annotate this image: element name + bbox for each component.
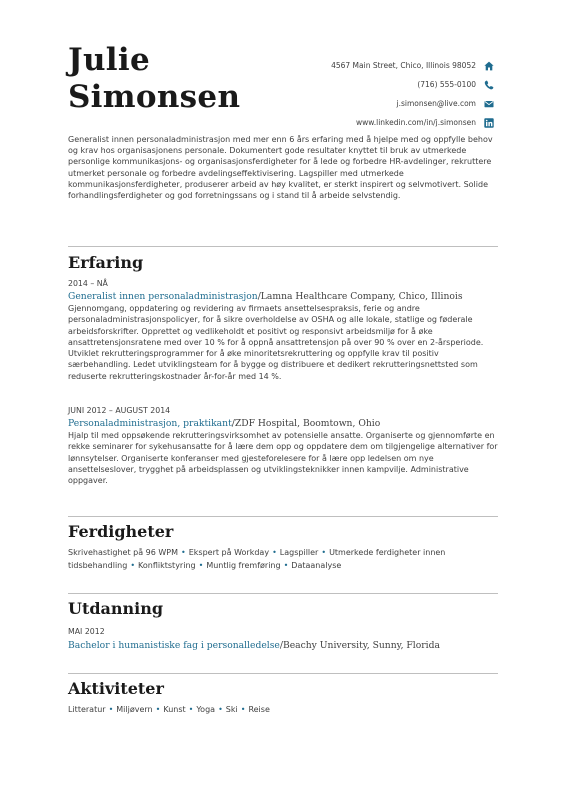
skill-item: Skrivehastighet på 96 WPM	[68, 548, 179, 557]
skills-line-1	[68, 546, 500, 559]
job-title-line	[68, 291, 508, 303]
skill-item: Utmerkede ferdigheter innen	[329, 548, 446, 557]
first-name: Julie	[68, 42, 150, 78]
activities-list	[68, 703, 500, 716]
divider-experience	[68, 246, 498, 247]
degree-title: Bachelor i humanistiske fag i personalledelse	[68, 640, 280, 651]
bullet-dot: •	[130, 561, 136, 570]
bullet-dot: •	[108, 705, 114, 714]
bullet-dot: •	[272, 548, 277, 557]
candidate-name	[68, 42, 240, 116]
skill-item: tidsbehandling	[68, 561, 128, 570]
bullet-dot: •	[198, 561, 204, 570]
skill-item: Ekspert på Workday	[188, 548, 270, 557]
job-title: Personaladministrasjon, praktikant	[68, 418, 232, 429]
job-company: /Lamna Healthcare Company, Chico, Illinois	[257, 291, 463, 302]
skill-item: Lagspiller	[279, 548, 319, 557]
heading-experience: Erfaring	[68, 253, 144, 272]
school-name: /Beachy University, Sunny, Florida	[279, 640, 440, 651]
heading-skills: Ferdigheter	[68, 522, 174, 541]
bullet-dot: •	[240, 705, 246, 714]
bullet-dot: •	[218, 705, 223, 714]
divider-skills	[68, 516, 498, 517]
bullet-dot: •	[321, 548, 327, 557]
home-icon	[484, 61, 494, 71]
heading-education: Utdanning	[68, 599, 164, 618]
address-text: 4567 Main Street, Chico, Illinois 98052	[331, 61, 476, 70]
phone-icon	[484, 80, 494, 90]
contact-phone	[244, 75, 494, 94]
contact-linkedin	[244, 113, 494, 132]
bullet-dot: •	[283, 561, 289, 570]
activity-item: Litteratur	[68, 705, 106, 714]
last-name: Simonsen	[68, 79, 241, 115]
bullet-dot: •	[188, 705, 194, 714]
job-description: Hjalp til med oppsøkende rekrutteringsvirksomhet av potensielle ansatte. Organiserte og gjennomførte en rekke seminarer for sykehusansatte for å lære dem opp og oppdatere dem om tilgjengelige alternativer for lønnsytelser. Organiserte konferanser med gjesteforelesere for å lære opp ledelsen om nye ansettelseslover, trygghet på arbeidsplassen og utviklingsteknikker innen kampvilje. Administrative oppgaver.	[68, 431, 498, 486]
skills-line-2	[68, 559, 500, 572]
skill-item: Dataanalyse	[291, 561, 342, 570]
divider-education	[68, 593, 498, 594]
activities-line	[68, 703, 500, 716]
skills-list	[68, 546, 500, 572]
job-date: 2014 – NÅ	[68, 279, 108, 288]
job-title-line	[68, 418, 508, 430]
contact-address	[244, 56, 494, 75]
email-text[interactable]: j.simonsen@live.com	[396, 99, 476, 108]
email-icon	[484, 99, 494, 109]
divider-activities	[68, 673, 498, 674]
activity-item: Kunst	[163, 705, 186, 714]
activity-item: Reise	[248, 705, 270, 714]
bullet-dot: •	[155, 705, 161, 714]
activity-item: Miljøvern	[116, 705, 153, 714]
summary-paragraph: Generalist innen personaladministrasjon med mer enn 6 års erfaring med å hjelpe med og oppfylle behov og krav hos organisasjonens personale. Dokumentert gode resultater knyttet til bruk av utmerkede personlige kommunikasjons- og organisasjonsferdigheter for å lede og forbedre HR-avdelinger, rekruttere utmerket personale og forbedre avdelingseffektivisering. Lagspiller med utmerkede kommunikasjonsferdigheter, produserer arbeid av høy kvalitet, er sterkt inspirert og selvmotivert. Solide forhandlingsferdigheter og god forretningssans og i stand til å arbeide selvstendig.	[68, 135, 493, 201]
heading-activities: Aktiviteter	[68, 679, 164, 698]
skill-item: Konfliktstyring	[138, 561, 196, 570]
education-line	[68, 640, 508, 652]
skill-item: Muntlig fremføring	[206, 561, 281, 570]
linkedin-icon	[484, 118, 494, 128]
bullet-dot: •	[181, 548, 186, 557]
linkedin-text[interactable]: www.linkedin.com/in/j.simonsen	[356, 118, 476, 127]
activity-item: Yoga	[196, 705, 216, 714]
contact-email	[244, 94, 494, 113]
job-date: JUNI 2012 – AUGUST 2014	[68, 406, 171, 415]
job-title: Generalist innen personaladministrasjon	[68, 291, 258, 302]
education-date: MAI 2012	[68, 627, 105, 636]
contact-block	[244, 56, 494, 132]
job-company: /ZDF Hospital, Boomtown, Ohio	[231, 418, 381, 429]
phone-text: (716) 555-0100	[417, 80, 476, 89]
job-description: Gjennomgang, oppdatering og revidering av firmaets ansettelsespraksis, ferie og andre personaladministrasjonspolicyer, for å sikre overholdelse av OSHA og alle lokale, statlige og føderale arbeidsforskrifter. Opprettet og vedlikeholdt et positivt og responsivt arbeidsmiljø for å øke ansattretensjonsratene med over 10 % for å oppnå ansattretensjon på over 90 % over en 2-årsperiode. Utviklet rekrutteringsprogrammer for å øke minoritetsrekruttering og oppfylle krav til positiv særbehandling. Ledet utviklingsteam for å bygge og distribuere et dedikert rekrutteringsnettsted som reduserte rekrutteringskostnader år-for-år med 14 %.	[68, 304, 484, 381]
activity-item: Ski	[225, 705, 238, 714]
